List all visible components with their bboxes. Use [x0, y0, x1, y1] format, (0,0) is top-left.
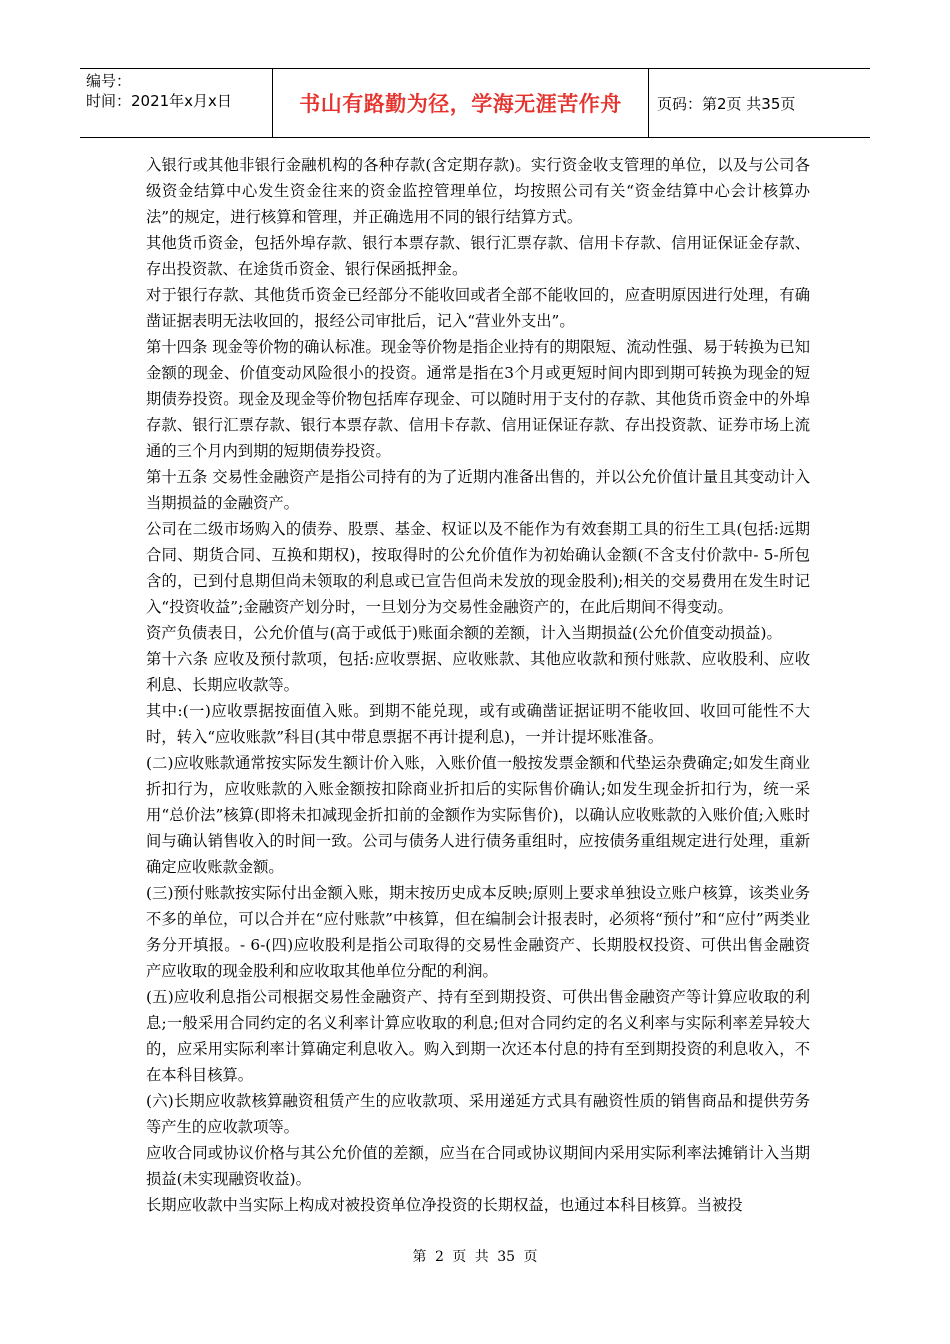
- paragraph: 其他货币资金，包括外埠存款、银行本票存款、银行汇票存款、信用卡存款、信用证保证金存款、存出投资款、在途货币资金、银行保函抵押金。: [146, 234, 810, 278]
- paragraph: (六)长期应收款核算融资租赁产生的应收款项、采用递延方式具有融资性质的销售商品和提供劳务等产生的应收款项等。: [146, 1092, 810, 1136]
- paragraph: 第十五条 交易性金融资产是指公司持有的为了近期内准备出售的，并以公允价值计量且其变动计入当期损益的金融资产。: [146, 468, 810, 512]
- header-page-number: 页码：第2页 共35页: [657, 94, 796, 113]
- paragraph: (二)应收账款通常按实际发生额计价入账，入账价值一般按发票金额和代垫运杂费确定;如发生商业折扣行为，应收账款的入账金额按扣除商业折扣后的实际售价确认;如发生现金折扣行为，统一采用“总价法”核算(即将未扣减现金折扣前的金额作为实际售价)，以确认应收账款的入账价值;入账时间与确认销售收入的时间一致。公司与债务人进行债务重组时，应按债务重组规定进行处理，重新确定应收账款金额。: [146, 754, 810, 876]
- paragraph: 其中:(一)应收票据按面值入账。到期不能兑现，或有或确凿证据证明不能收回、收回可能性不大时，转入“应收账款”科目(其中带息票据不再计提利息)，一并计提坏账准备。: [146, 702, 810, 746]
- paragraph: 长期应收款中当实际上构成对被投资单位净投资的长期权益，也通过本科目核算。当被投: [146, 1196, 743, 1214]
- document-body: [146, 152, 810, 1218]
- page-footer: 第 2 页 共 35 页: [412, 1249, 538, 1265]
- paragraph: 第十四条 现金等价物的确认标准。现金等价物是指企业持有的期限短、流动性强、易于转换为已知金额的现金、价值变动风险很小的投资。通常是指在3个月或更短时间内即到期可转换为现金的短期债券投资。现金及现金等价物包括库存现金、可以随时用于支付的存款、其他货币资金中的外埠存款、银行汇票存款、银行本票存款、信用卡存款、信用证保证存款、存出投资款、证券市场上流通的三个月内到期的短期债券投资。: [146, 338, 810, 460]
- paragraph: 对于银行存款、其他货币资金已经部分不能收回或者全部不能收回的，应查明原因进行处理，有确凿证据表明无法收回的，报经公司审批后，记入“营业外支出”。: [146, 286, 810, 330]
- paragraph: (五)应收利息指公司根据交易性金融资产、持有至到期投资、可供出售金融资产等计算应收取的利息;一般采用合同约定的名义利率计算应收取的利息;但对合同约定的名义利率与实际利率差异较大的，应采用实际利率计算确定利息收入。购入到期一次还本付息的持有至到期投资的利息收入，不在本科目核算。: [146, 988, 810, 1084]
- page-header: [80, 68, 870, 138]
- paragraph: 公司在二级市场购入的债券、股票、基金、权证以及不能作为有效套期工具的衍生工具(包括:远期合同、期货合同、互换和期权)，按取得时的公允价值作为初始确认金额(不含支付价款中- 5-所包含的，已到付息期但尚未领取的利息或已宣告但尚未发放的现金股利);相关的交易费用在发生时记入“投资收益”;金融资产划分时，一旦划分为交易性金融资产的，在此后期间不得变动。: [146, 520, 810, 616]
- header-meta-cell: [80, 69, 273, 137]
- date-label: 时间：2021年x月x日: [86, 92, 232, 110]
- header-motto: 书山有路勤为径，学海无涯苦作舟: [273, 69, 649, 137]
- paragraph: 应收合同或协议价格与其公允价值的差额，应当在合同或协议期间内采用实际利率法摊销计入当期损益(未实现融资收益)。: [146, 1144, 810, 1188]
- paragraph: 入银行或其他非银行金融机构的各种存款(含定期存款)。实行资金收支管理的单位，以及与公司各级资金结算中心发生资金往来的资金监控管理单位，均按照公司有关“资金结算中心会计核算办法”的规定，进行核算和管理，并正确选用不同的银行结算方式。: [146, 156, 810, 226]
- paragraph: 第十六条 应收及预付款项，包括:应收票据、应收账款、其他应收款和预付账款、应收股利、应收利息、长期应收款等。: [146, 650, 810, 694]
- paragraph: 资产负债表日，公允价值与(高于或低于)账面余额的差额，计入当期损益(公允价值变动损益)。: [146, 624, 782, 642]
- paragraph: (三)预付账款按实际付出金额入账，期末按历史成本反映;原则上要求单独设立账户核算，该类业务不多的单位，可以合并在“应付账款”中核算，但在编制会计报表时，必须将“预付”和“应付”两类业务分开填报。- 6-(四)应收股利是指公司取得的交易性金融资产、长期股权投资、可供出售金融资产应收取的现金股利和应收取其他单位分配的利润。: [146, 884, 810, 980]
- number-label: 编号：: [86, 72, 132, 90]
